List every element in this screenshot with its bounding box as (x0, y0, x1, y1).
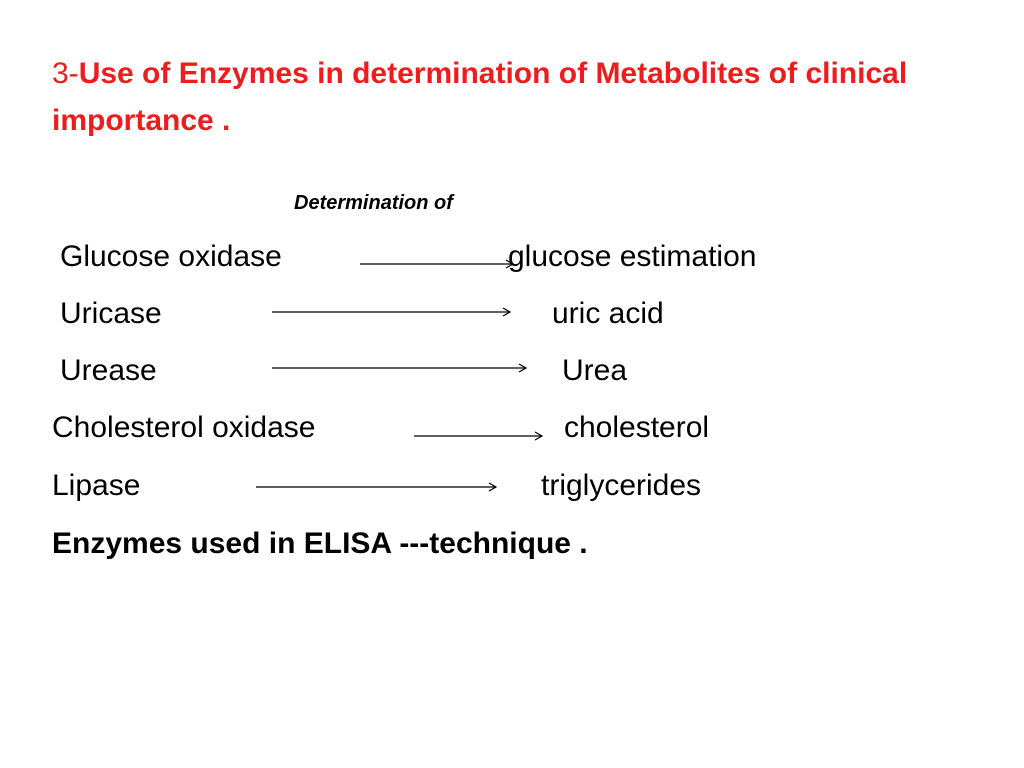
enzyme-label: Uricase (60, 297, 162, 330)
metabolite-label: Urea (562, 354, 628, 387)
right-arrow-icon (360, 258, 515, 270)
metabolite-label: uric acid (552, 297, 664, 330)
metabolite-label: glucose estimation (508, 240, 757, 273)
enzyme-label: Glucose oxidase (60, 240, 282, 273)
subheading: Determination of (294, 192, 453, 214)
enzyme-label: Lipase (52, 469, 141, 502)
right-arrow-icon (256, 481, 498, 493)
right-arrow-icon (272, 362, 528, 374)
right-arrow-icon (414, 430, 544, 442)
metabolite-label: cholesterol (564, 411, 710, 444)
slide-title (52, 50, 972, 144)
title-text: Use of Enzymes in determination of Metabolites of clinical importance . (52, 57, 908, 137)
enzyme-label: Cholesterol oxidase (52, 411, 316, 444)
title-number: 3- (52, 57, 79, 90)
right-arrow-icon (272, 306, 512, 318)
footer-text: Enzymes used in ELISA ---technique . (52, 527, 588, 560)
enzyme-label: Urease (60, 354, 157, 387)
metabolite-label: triglycerides (541, 469, 702, 502)
